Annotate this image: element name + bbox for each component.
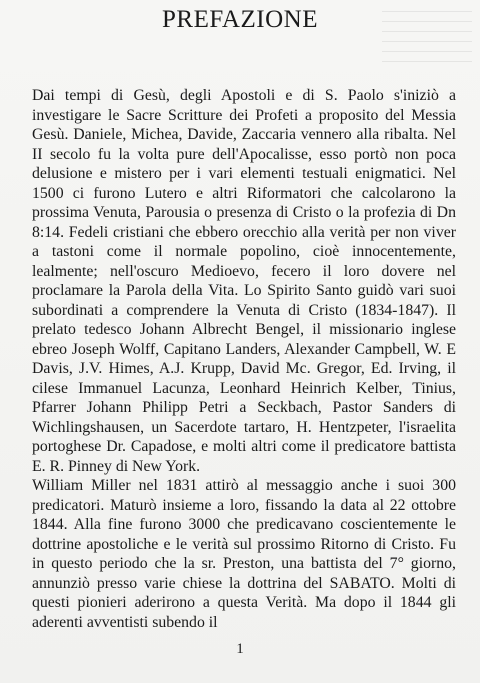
page-number: 1 <box>236 641 244 657</box>
body-text <box>32 86 456 632</box>
paragraph-1: Dai tempi di Gesù, degli Apostoli e di S. Paolo s'iniziò a investigare le Sacre Scritture dei Profeti a proposito del Messia Gesù. Daniele, Michea, Davide, Zaccaria vennero alla ribalta. Nel II secolo fu la volta pure dell'Apocalisse, esso portò non poca delusione e mistero per i vari elementi testuali enigmatici. Nel 1500 ci furono Lutero e altri Riformatori che calcolarono la prossima Venuta, Parousia o presenza di Cristo o la profezia di Dn 8:14. Fedeli cristiani che ebbero orecchio alla verità per non viver a tastoni come il normale popolino, cioè innocentemente, lealmente; nell'oscuro Medioevo, fecero il loro dovere nel proclamare la Parola della Vita. Lo Spirito Santo guidò vari suoi subordinati a comprendere la Venuta di Cristo (1834-1847). Il prelato tedesco Johann Albrecht Bengel, il missionario inglese ebreo Joseph Wolff, Capitano Landers, Alexander Campbell, W. E Davis, J.V. Himes, A.J. Krupp, David Mc. Gregor, Ed. Irving, il cilese Immanuel Lacunza, Leonhard Heinrich Kelber, Tinius, Pfarrer Johann Philipp Petri a Seckbach, Pastor Sanders di Wichlingshausen, un Sacerdote tartaro, H. Hentzpeter, l'israelita portoghese Dr. Capadose, e molti altri come il predicatore battista E. R. Pinney di New York. <box>32 87 456 475</box>
paragraph-2: William Miller nel 1831 attirò al messaggio anche i suoi 300 predicatori. Maturò insieme a loro, fissando la data al 22 ottobre 1844. Alla fine furono 3000 che predicavano coscientemente le dottrine apostoliche e le verità sul prossimo Ritorno di Cristo. Fu in questo periodo che la sr. Preston, una battista del 7° giorno, annunziò presso varie chiese la dottrina del SABATO. Molti di questi pionieri aderirono a questa Verità. Ma dopo il 1844 gli aderenti avventisti subendo il <box>32 477 456 631</box>
page-title: PREFAZIONE <box>162 6 318 33</box>
